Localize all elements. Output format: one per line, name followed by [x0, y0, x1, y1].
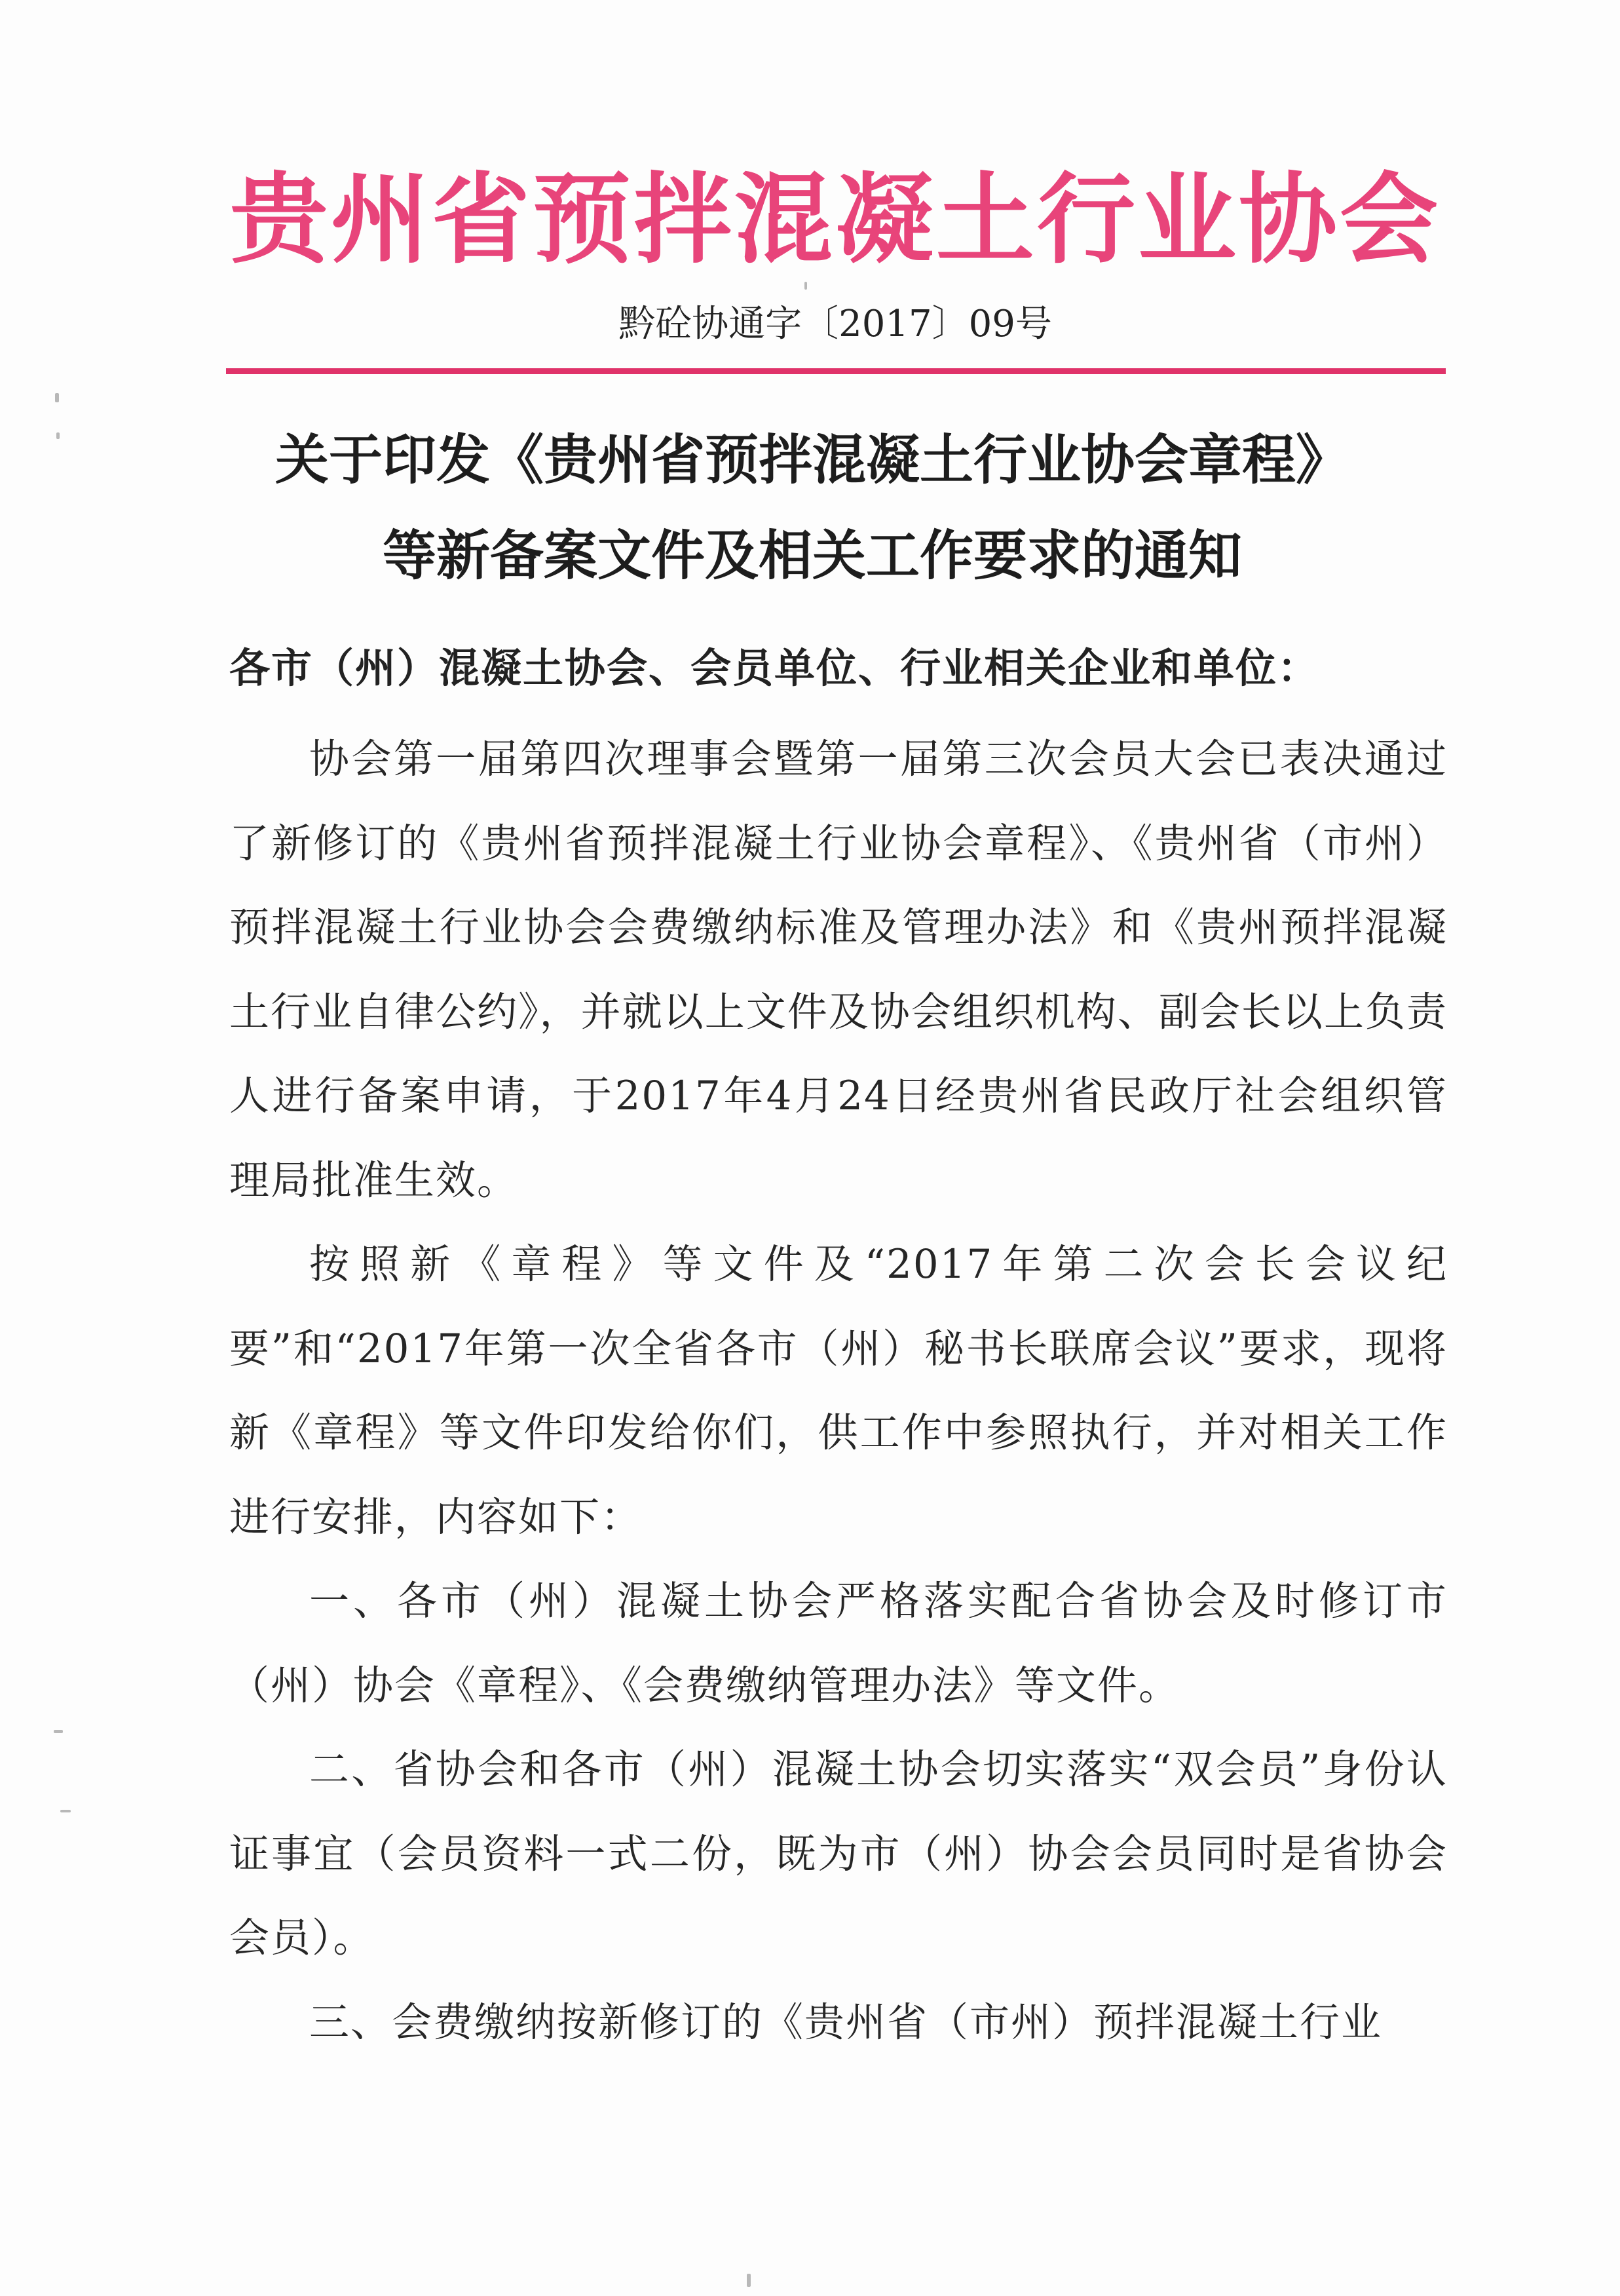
scan-speck — [60, 1810, 71, 1812]
scan-speck — [56, 432, 60, 439]
scan-speck — [54, 1730, 63, 1733]
red-divider-line — [226, 368, 1446, 374]
document-number: 黔砼协通字〔2017〕09号 — [618, 303, 1052, 345]
paragraph-item-2: 二、省协会和各市（州）混凝土协会切实落实“双会员”身份认证事宜（会员资料一式二份，既为市（州）协会会员同时是省协会会员）。 — [229, 1746, 1448, 1961]
notice-title — [197, 413, 1428, 604]
notice-title-line-1: 关于印发《贵州省预拌混凝土行业协会章程》 — [274, 429, 1349, 491]
salutation: 各市（州）混凝土协会、会员单位、行业相关企业和单位： — [229, 644, 1320, 692]
scan-speck — [747, 2274, 751, 2287]
body-text — [229, 718, 1448, 2065]
paragraph-instruction: 按照新《章程》等文件及“2017年第二次会长会议纪要”和“2017年第一次全省各市（州）秘书长联席会议”要求，现将新《章程》等文件印发给你们，供工作中参照执行，并对相关工作进行安排，内容如下： — [229, 1241, 1448, 1540]
paragraph-item-3: 三、会费缴纳按新修订的《贵州省（市州）预拌混凝土行业 — [309, 1999, 1383, 2046]
scan-speck — [804, 282, 807, 290]
paragraph-intro: 协会第一届第四次理事会暨第一届第三次会员大会已表决通过了新修订的《贵州省预拌混凝土行业协会章程》、《贵州省（市州）预拌混凝土行业协会会费缴纳标准及管理办法》和《贵州预拌混凝土行业自律公约》，并就以上文件及协会组织机构、副会长以上负责人进行备案申请，于2017年4月24日经贵州省民政厅社会组织管理局批准生效。 — [229, 736, 1448, 1204]
scan-speck — [55, 393, 59, 402]
paragraph-item-1: 一、各市（州）混凝土协会严格落实配合省协会及时修订市（州）协会《章程》、《会费缴纳管理办法》等文件。 — [229, 1578, 1448, 1709]
organization-letterhead: 贵州省预拌混凝土行业协会 — [229, 162, 1441, 277]
notice-title-line-2: 等新备案文件及相关工作要求的通知 — [382, 525, 1242, 587]
